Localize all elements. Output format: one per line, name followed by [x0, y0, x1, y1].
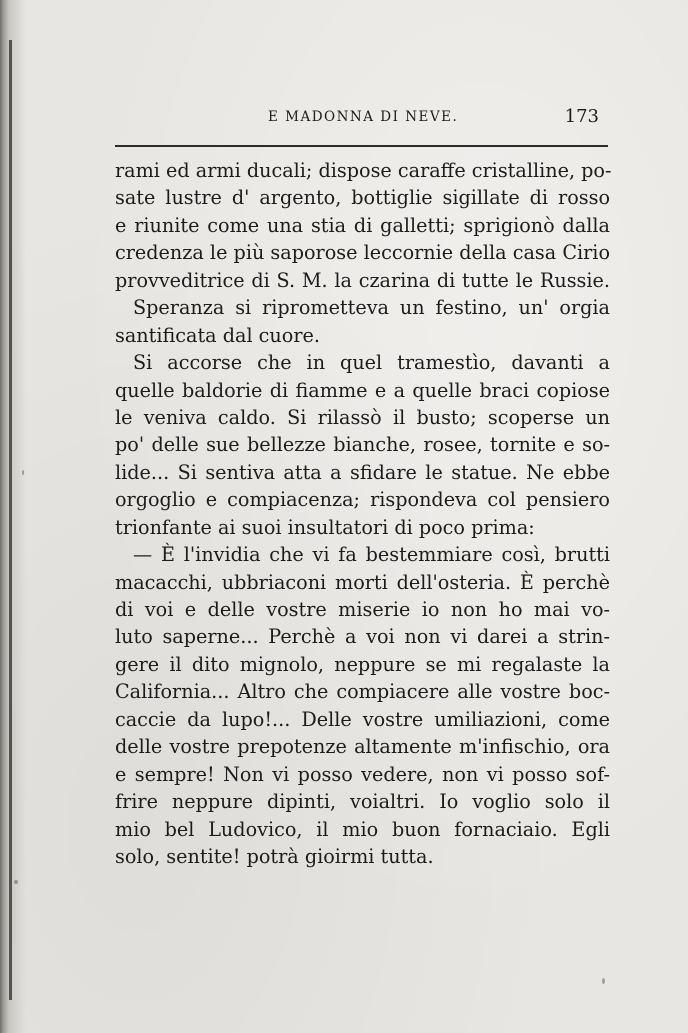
- text-line: gere il dito mignolo, neppure se mi regalaste la: [115, 652, 610, 676]
- text-line: delle vostre prepotenze altamente m'infischio, ora: [115, 735, 610, 759]
- text-line: santificata dal cuore.: [115, 323, 320, 347]
- text-line: e sempre! Non vi posso vedere, non vi posso sof-: [115, 762, 610, 786]
- text-line: Si accorse che in quel tramestìo, davanti a: [133, 351, 610, 375]
- text-line: rami ed armi ducali; dispose caraffe cristalline, po-: [115, 159, 612, 182]
- running-head: [268, 104, 603, 130]
- text-line: e riunite come una stia di galletti; sprigionò dalla: [115, 213, 610, 237]
- binding-shadow: [0, 0, 26, 1033]
- text-line: mio bel Ludovico, il mio buon fornaciaio. Egli: [115, 817, 610, 841]
- text-line: credenza le più saporose leccornie della casa Cirio: [115, 241, 610, 265]
- paper-speck: [602, 978, 605, 984]
- text-line: California... Altro che compiacere alle vostre boc-: [115, 680, 610, 704]
- text-line: solo, sentite! potrà gioirmi tutta.: [115, 844, 434, 868]
- text-line: quelle baldorie di fiamme e a quelle braci copiose: [115, 378, 610, 402]
- text-line: sate lustre d' argento, bottiglie sigillate di rosso: [115, 186, 610, 210]
- paper-speck: [22, 470, 24, 475]
- text-line: trionfante ai suoi insultatori di poco prima:: [115, 515, 535, 539]
- body-text: [115, 157, 610, 870]
- text-line: macacchi, ubbriaconi morti dell'osteria. È perchè: [115, 570, 610, 594]
- paper-speck: [14, 880, 18, 884]
- text-line: frire neppure dipinti, voialtri. Io voglio solo il: [115, 790, 610, 814]
- text-line: caccie da lupo!... Delle vostre umiliazioni, come: [115, 707, 610, 731]
- page-number: 173: [564, 106, 599, 127]
- text-line: provveditrice di S. M. la czarina di tutte le Russie.: [115, 268, 610, 292]
- text-line: po' delle sue bellezze bianche, rosee, tornite e so-: [115, 433, 610, 457]
- binding-line: [9, 40, 12, 1000]
- text-line: — È l'invidia che vi fa bestemmiare così, brutti: [133, 543, 610, 567]
- text-line: luto saperne... Perchè a voi non vi darei a strin-: [115, 625, 610, 649]
- text-line: orgoglio e compiacenza; rispondeva col pensiero: [115, 488, 610, 512]
- text-line: lide... Si sentiva atta a sfidare le statue. Ne ebbe: [115, 460, 610, 484]
- text-line: Speranza si riprometteva un festino, un' orgia: [133, 296, 610, 320]
- running-head-title: E MADONNA DI NEVE.: [268, 109, 459, 125]
- header-rule: [115, 145, 608, 147]
- text-line: di voi e delle vostre miserie io non ho mai vo-: [115, 598, 610, 621]
- text-line: le veniva caldo. Si rilassò il busto; scoperse un: [115, 405, 610, 429]
